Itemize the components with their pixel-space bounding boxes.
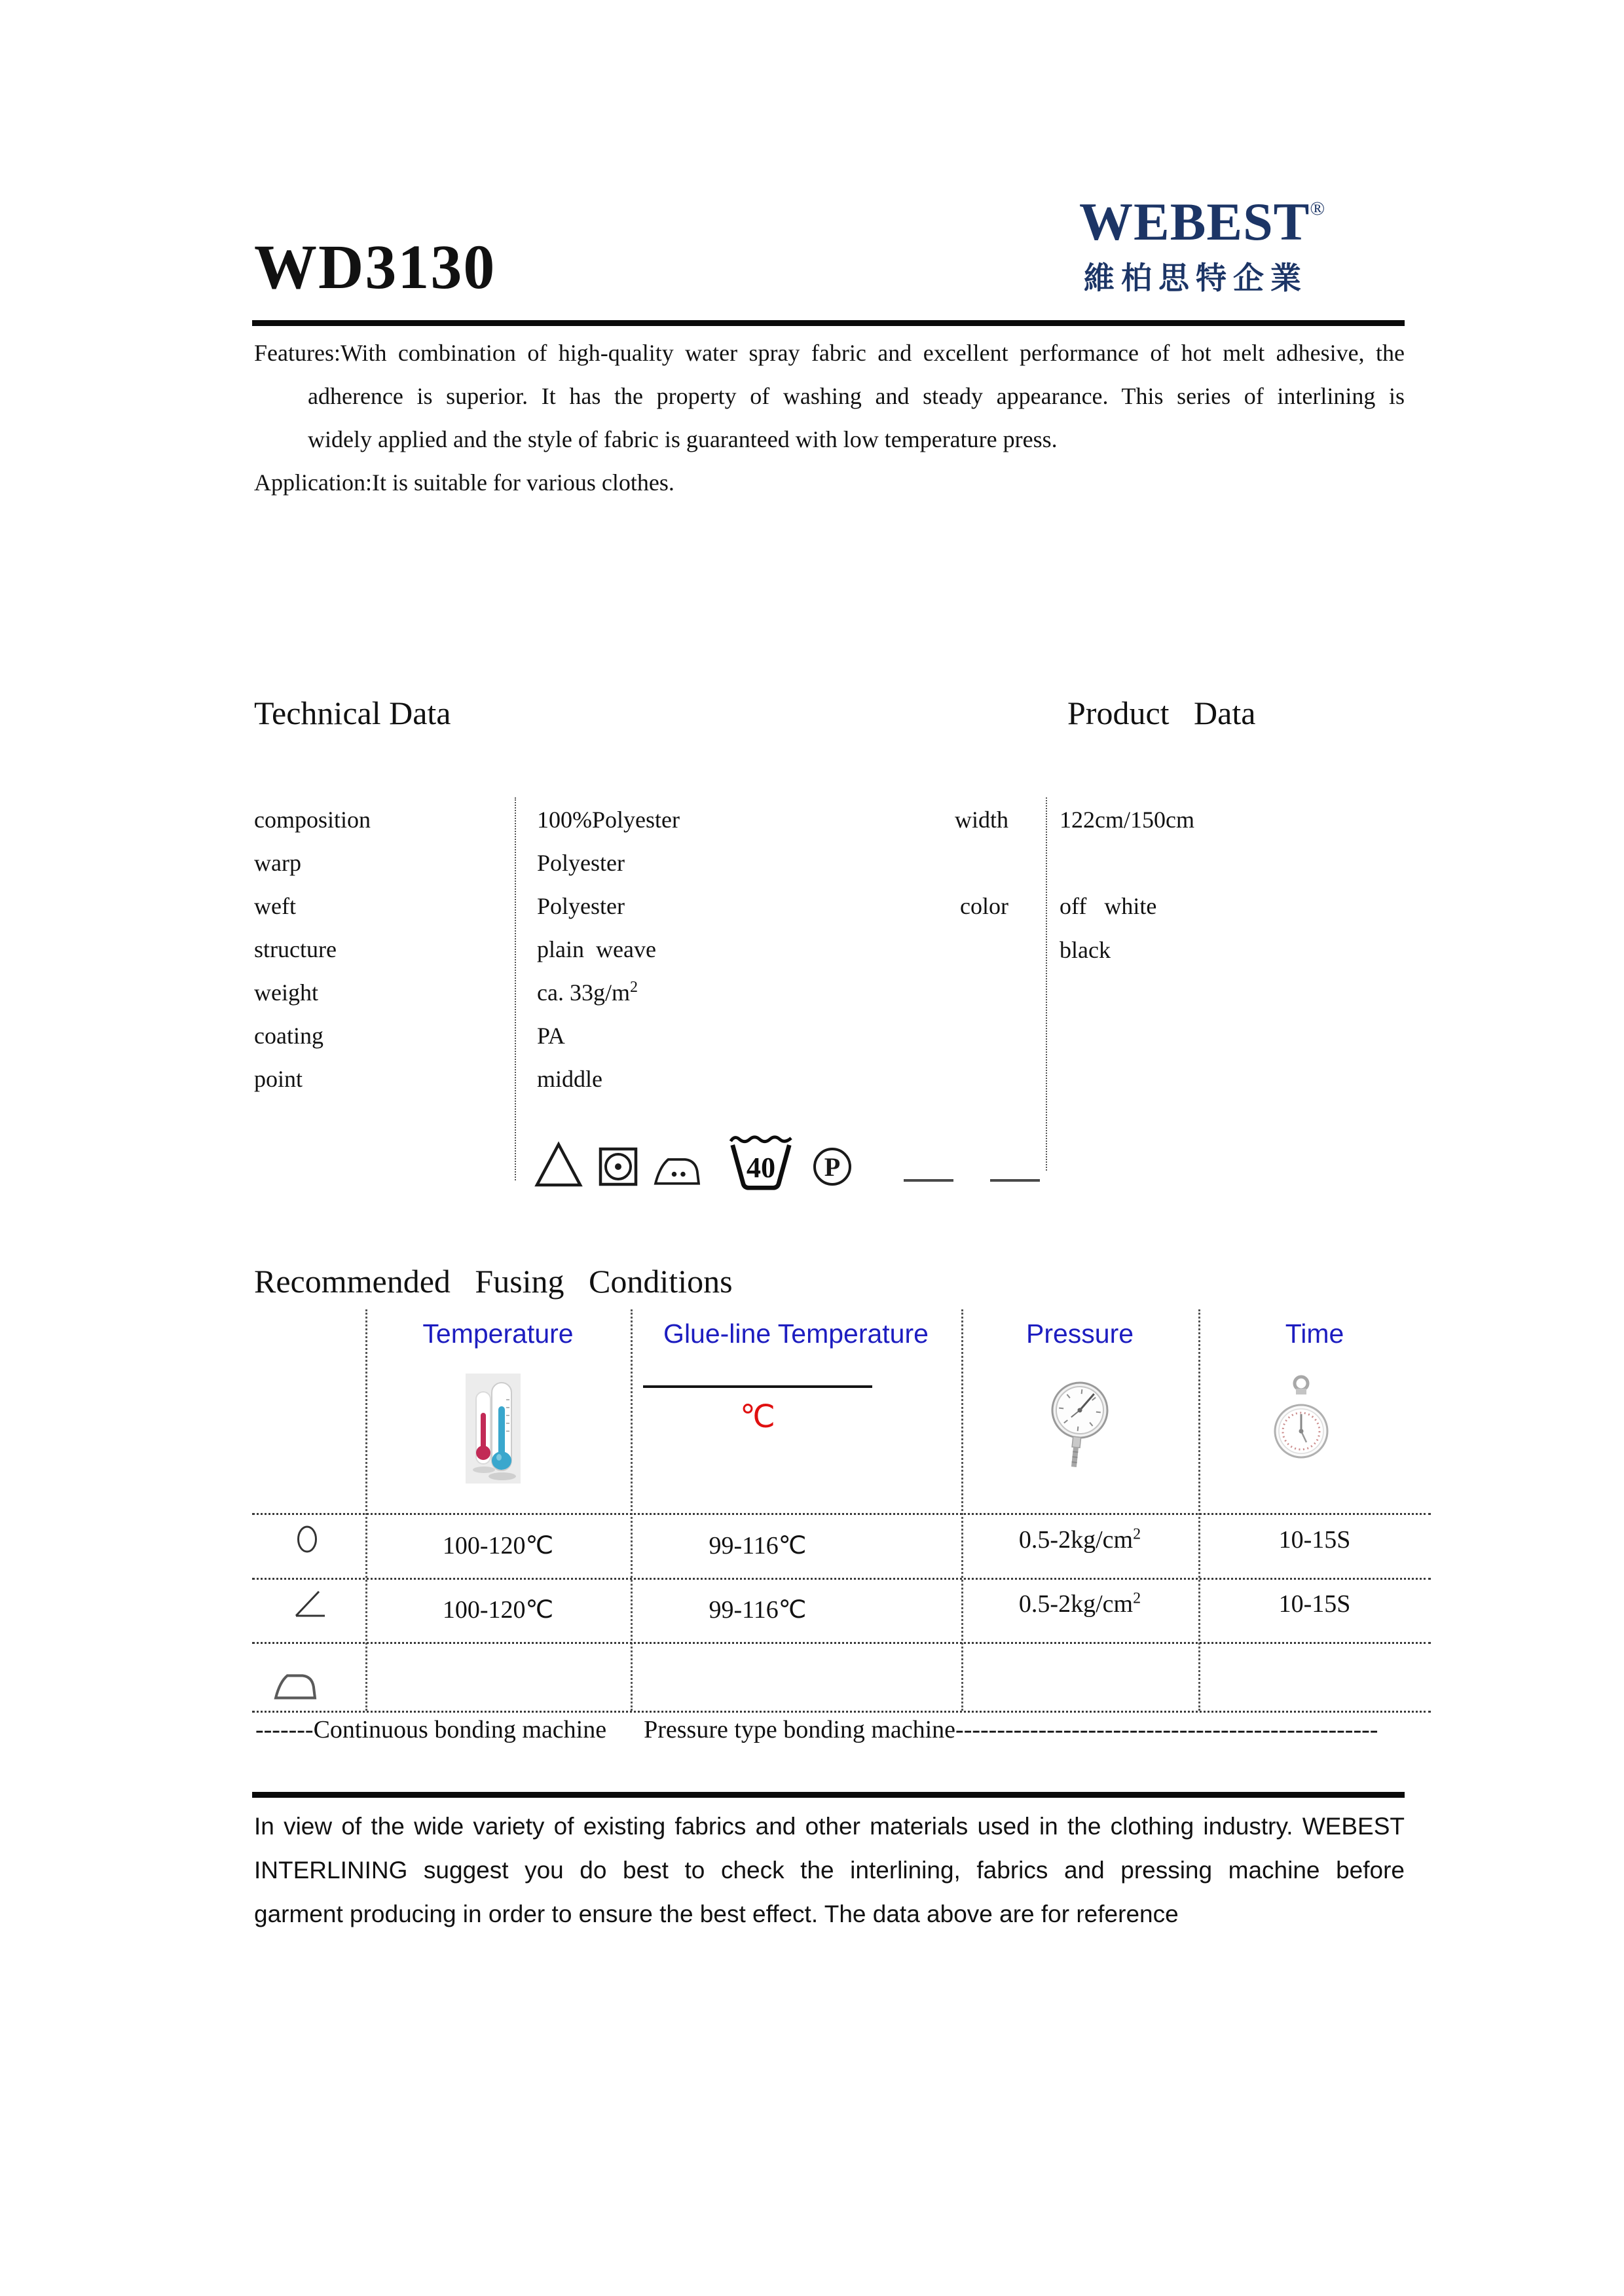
time-value: 10-15S	[1278, 1590, 1351, 1618]
row-value: PA	[537, 1023, 565, 1049]
row-value: plain weave	[537, 936, 656, 962]
footer-line: In view of the wide variety of existing fabrics and other materials used in the clothing industry. WEBEST	[254, 1813, 1405, 1840]
row-label: color	[960, 893, 1008, 919]
registered-mark-icon: ®	[1310, 198, 1326, 219]
table-row	[254, 971, 1007, 1014]
footer-paragraph	[254, 1804, 1405, 1936]
footer-line: garment producing in order to ensure the best effect. The data above are for reference	[254, 1901, 1179, 1927]
row-value: 100%Polyester	[537, 807, 680, 833]
dry-clean-letter: P	[824, 1152, 841, 1182]
blank-line	[904, 1179, 953, 1182]
row-divider	[252, 1711, 1431, 1713]
wash-40-icon	[728, 1129, 794, 1191]
wash-temp-label: 40	[746, 1151, 776, 1184]
row-divider	[252, 1513, 1431, 1515]
glue-line-unit: ℃	[740, 1400, 775, 1434]
footer-rule	[252, 1792, 1405, 1798]
row-label: point	[254, 1066, 303, 1092]
fusing-conditions-heading: Recommended Fusing Conditions	[254, 1263, 733, 1300]
brand-name	[1079, 192, 1326, 251]
tumble-dry-icon	[599, 1146, 638, 1187]
row-symbol-ellipse-icon	[295, 1524, 319, 1554]
row-value: middle	[537, 1066, 602, 1092]
pressure-value: $0.5-2kg/cm^2$	[1018, 1590, 1141, 1618]
bonding-machine-caption: -------Continuous bonding machine Pressure type bonding machine---------------------------------------------------	[255, 1716, 1378, 1743]
brand-logo	[1079, 192, 1326, 298]
row-value: ca. $33g/m^2$	[537, 979, 638, 1006]
column-divider	[1198, 1309, 1200, 1711]
page-title: WD3130	[254, 232, 496, 302]
product-table-divider	[1046, 797, 1047, 1171]
column-divider	[631, 1309, 633, 1711]
superscript: 2	[1133, 1590, 1141, 1607]
row-value: black	[1060, 937, 1111, 963]
column-header-glue-line: Glue-line Temperature	[663, 1319, 929, 1349]
features-line: Features:With combination of high-quality water spray fabric and excellent performance of hot melt adhesive, the	[254, 340, 1405, 366]
row-value: Polyester	[537, 850, 625, 876]
row-label: composition	[254, 807, 371, 833]
header-rule	[252, 320, 1405, 326]
row-divider	[252, 1642, 1431, 1644]
table-row	[910, 798, 1194, 841]
brand-text: WEBEST	[1079, 192, 1310, 251]
row-value: 122cm/150cm	[1060, 807, 1194, 833]
row-label: coating	[254, 1023, 323, 1049]
table-row	[254, 841, 1007, 884]
row-divider	[252, 1578, 1431, 1580]
row-label: warp	[254, 850, 301, 876]
row-value: Polyester	[537, 893, 625, 919]
row-label: weft	[254, 893, 296, 919]
glue-line-value: 99-116℃	[709, 1596, 807, 1624]
glue-line-underline	[643, 1385, 872, 1388]
footer-line: INTERLINING suggest you do best to check the interlining, fabrics and pressing machine before	[254, 1857, 1405, 1884]
row-label: width	[954, 807, 1008, 833]
temperature-value: 100-120℃	[442, 1596, 554, 1624]
pressure-gauge-icon	[1050, 1372, 1109, 1476]
row-symbol-angle-icon	[293, 1588, 327, 1618]
table-row	[254, 928, 1007, 971]
features-line: widely applied and the style of fabric is guaranteed with low temperature press.	[308, 426, 1058, 452]
brand-name-chinese: 維柏思特企業	[1084, 261, 1308, 295]
thermometer-icon	[466, 1374, 521, 1484]
temperature-value: 100-120℃	[442, 1532, 554, 1559]
table-row	[254, 1057, 1007, 1101]
column-divider	[365, 1309, 367, 1711]
column-header-pressure: Pressure	[1025, 1319, 1134, 1349]
bleach-triangle-icon	[534, 1141, 583, 1188]
fusing-conditions-table	[252, 1309, 1431, 1713]
superscript: 2	[1133, 1525, 1141, 1543]
features-line: adherence is superior. It has the property of washing and steady appearance. This series of interlining is	[308, 383, 1405, 409]
table-row	[910, 884, 1156, 928]
table-row	[254, 1014, 1007, 1057]
superscript: 2	[629, 979, 638, 996]
column-divider	[961, 1309, 963, 1711]
table-row	[254, 798, 1007, 841]
features-paragraph	[254, 331, 1405, 504]
technical-table	[254, 798, 1007, 1101]
column-header-temperature: Temperature	[422, 1319, 574, 1349]
row-symbol-iron-icon	[273, 1664, 318, 1702]
blank-line	[990, 1179, 1040, 1182]
iron-two-dot-icon	[652, 1148, 702, 1187]
row-label: weight	[254, 979, 318, 1006]
stopwatch-icon	[1274, 1375, 1329, 1477]
table-row	[910, 928, 1111, 972]
column-header-time: Time	[1285, 1319, 1344, 1349]
product-data-heading: Product Data	[1067, 695, 1256, 731]
glue-line-value: 99-116℃	[709, 1532, 807, 1559]
application-line: Application:It is suitable for various clothes.	[254, 469, 674, 496]
row-label: structure	[254, 936, 337, 962]
dry-clean-p-icon	[812, 1146, 853, 1187]
table-row	[254, 884, 1007, 928]
row-value: off white	[1060, 893, 1157, 919]
technical-data-heading: Technical Data	[254, 695, 451, 731]
time-value: 10-15S	[1278, 1526, 1351, 1554]
pressure-value: $0.5-2kg/cm^2$	[1018, 1525, 1141, 1554]
care-symbols-row	[534, 1115, 1040, 1191]
